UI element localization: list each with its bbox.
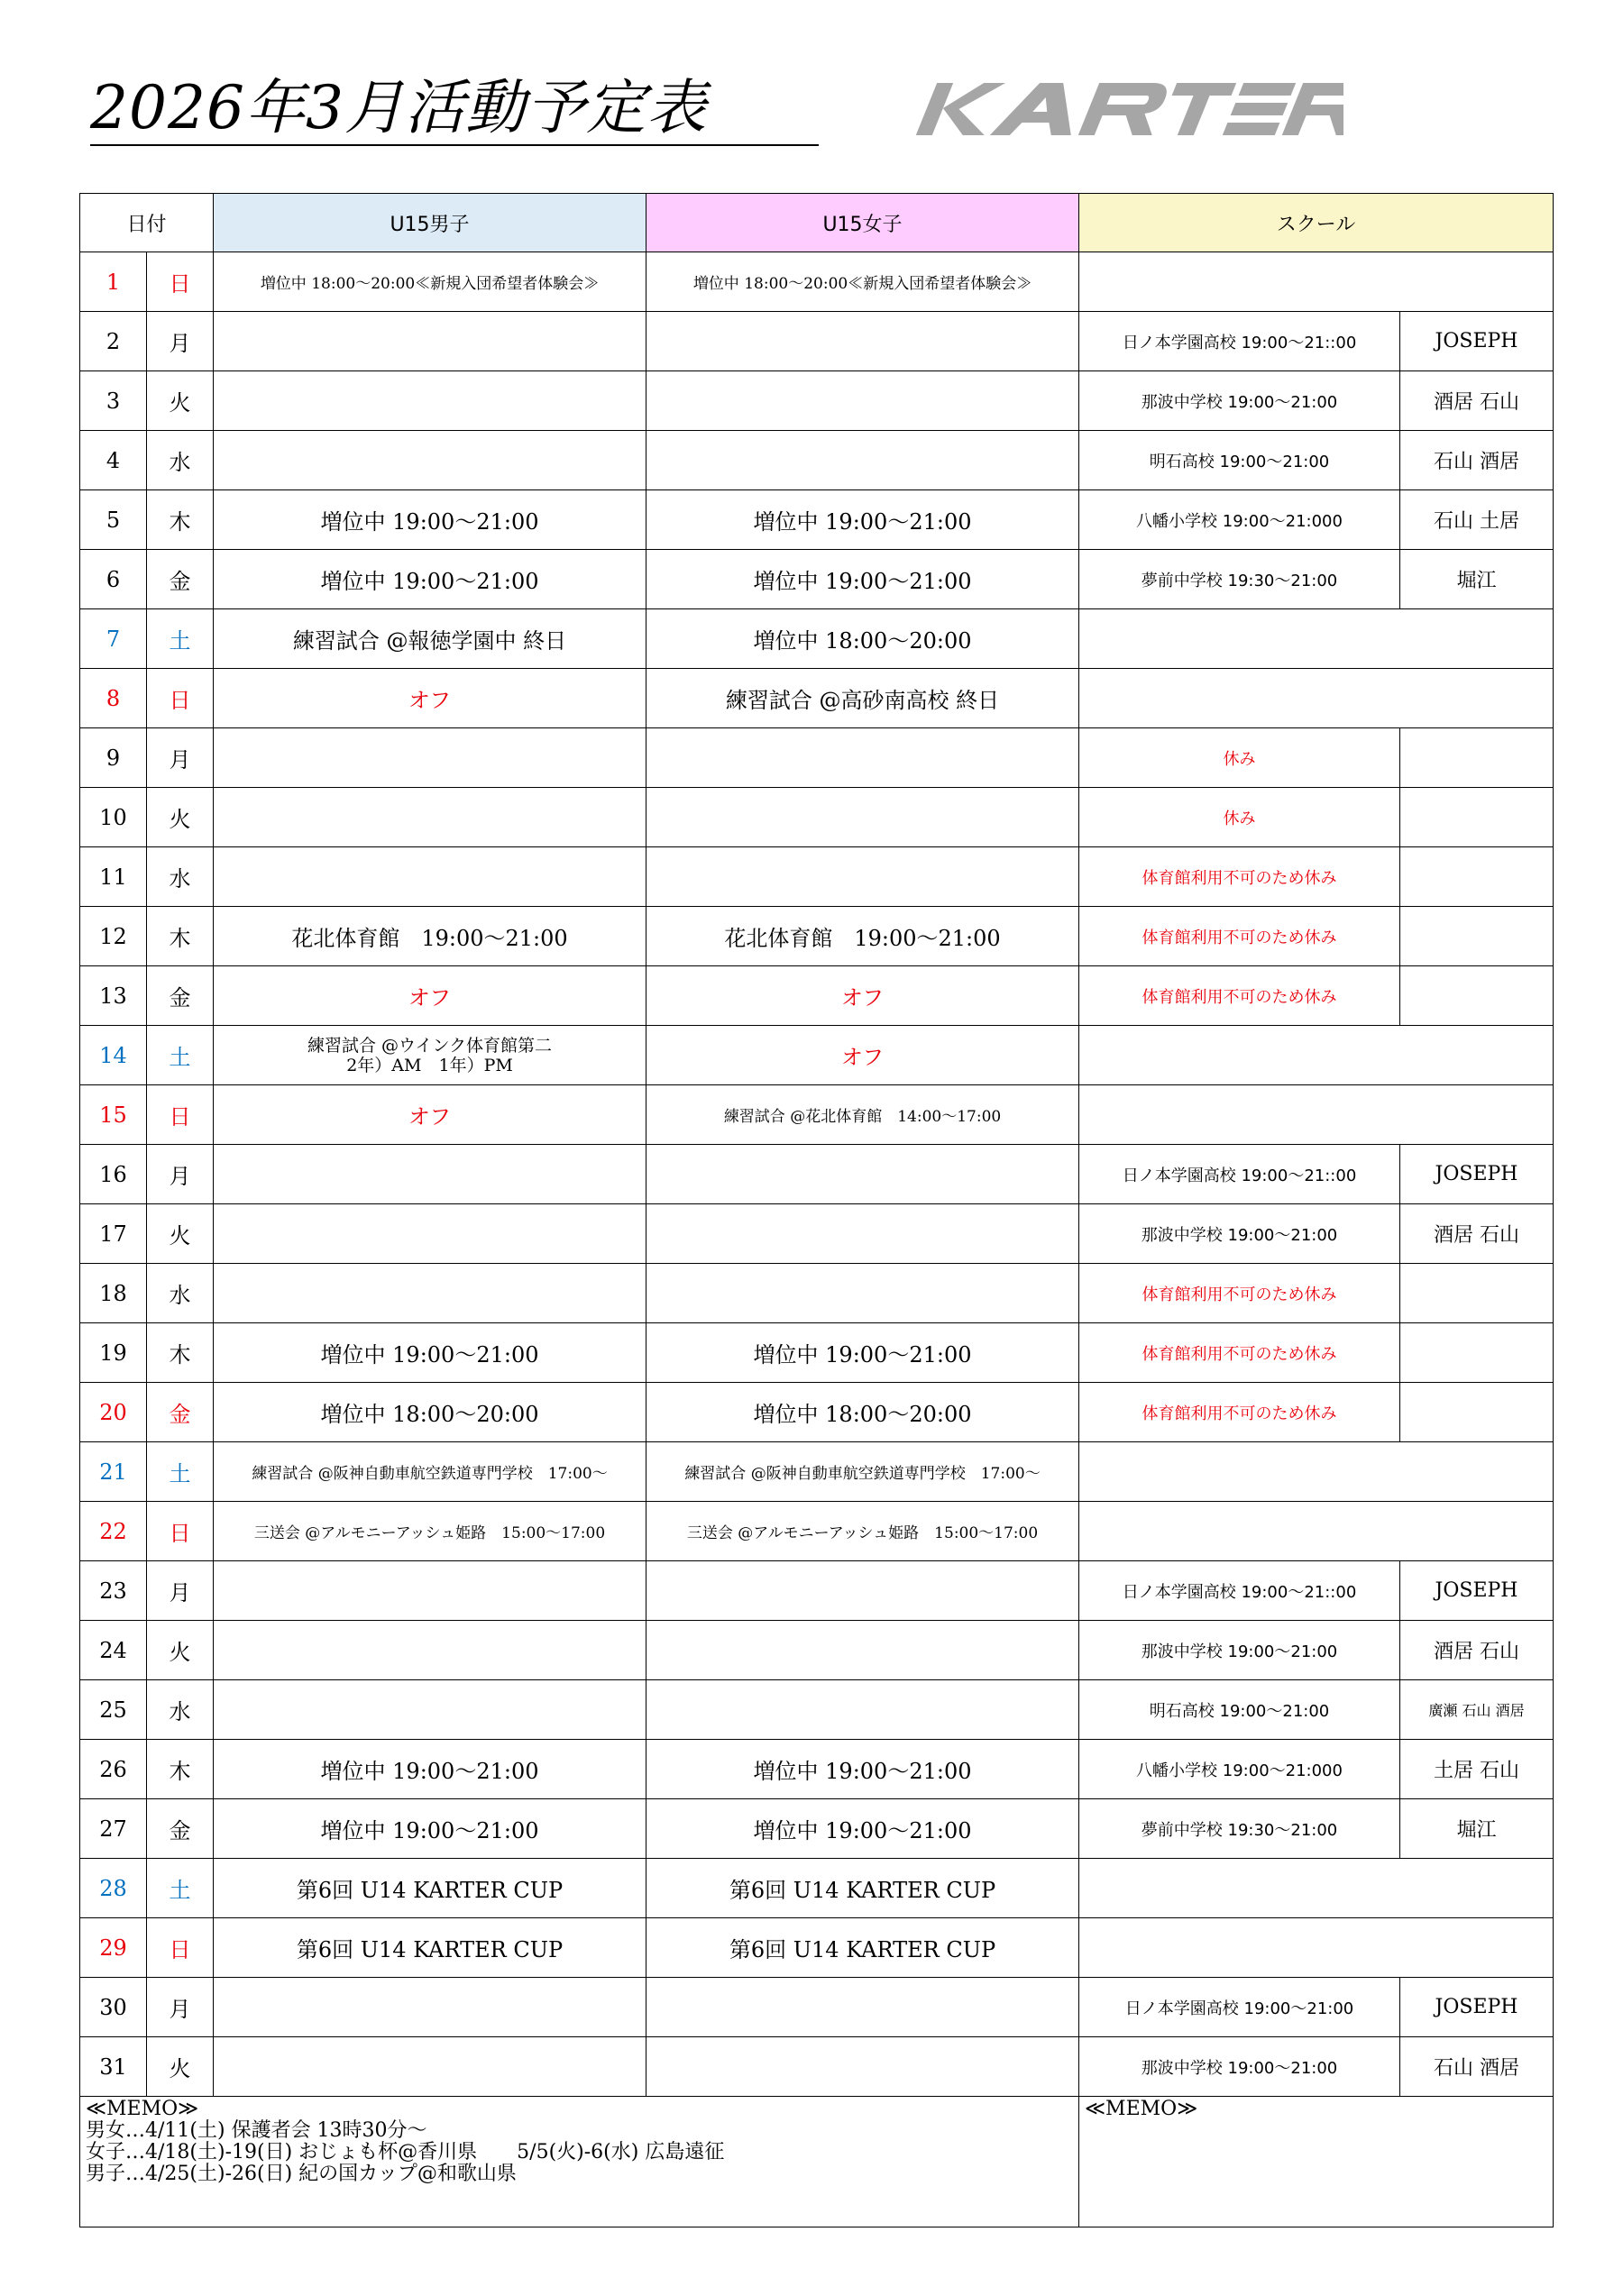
weekday-cell: 木 <box>147 1323 214 1383</box>
day-number-cell: 28 <box>80 1859 147 1918</box>
table-row <box>80 1264 1554 1323</box>
day-number-cell: 11 <box>80 847 147 907</box>
school-cell <box>1079 1026 1554 1085</box>
table-row <box>80 1918 1554 1978</box>
coach-cell: 堀江 <box>1400 1799 1554 1859</box>
day-number-cell: 1 <box>80 252 147 312</box>
table-row <box>80 1502 1554 1561</box>
u15-girls-cell <box>646 1145 1079 1204</box>
weekday-cell: 土 <box>147 609 214 669</box>
coach-cell <box>1400 788 1554 847</box>
day-number-cell: 31 <box>80 2037 147 2097</box>
coach-cell: 石山 酒居 <box>1400 2037 1554 2097</box>
school-cell: 日ノ本学園高校 19:00～21::00 <box>1079 312 1400 371</box>
weekday-cell: 金 <box>147 1799 214 1859</box>
day-number-cell: 17 <box>80 1204 147 1264</box>
u15-boys-cell <box>214 1145 646 1204</box>
u15-girls-cell <box>646 1264 1079 1323</box>
school-cell: 日ノ本学園高校 19:00～21:00 <box>1079 1978 1400 2037</box>
table-row <box>80 609 1554 669</box>
u15-boys-cell: 増位中 19:00～21:00 <box>214 1323 646 1383</box>
day-number-cell: 26 <box>80 1740 147 1799</box>
day-number-cell: 8 <box>80 669 147 728</box>
school-cell: 休み <box>1079 728 1400 788</box>
u15-girls-cell: オフ <box>646 1026 1079 1085</box>
memo-right <box>1079 2097 1554 2227</box>
school-cell: 明石高校 19:00～21:00 <box>1079 431 1400 490</box>
day-number-cell: 4 <box>80 431 147 490</box>
school-cell: 那波中学校 19:00～21:00 <box>1079 371 1400 431</box>
header-u15-boys: U15男子 <box>214 194 646 252</box>
u15-boys-cell: 練習試合 @ウインク体育館第二 2年）AM 1年）PM <box>214 1026 646 1085</box>
table-row <box>80 966 1554 1026</box>
u15-boys-cell <box>214 1680 646 1740</box>
u15-boys-cell <box>214 847 646 907</box>
coach-cell: 石山 土居 <box>1400 490 1554 550</box>
header-row <box>80 194 1554 252</box>
u15-girls-cell <box>646 1621 1079 1680</box>
table-row <box>80 252 1554 312</box>
school-cell: 体育館利用不可のため休み <box>1079 966 1400 1026</box>
weekday-cell: 日 <box>147 1085 214 1145</box>
weekday-cell: 月 <box>147 1978 214 2037</box>
school-cell: 八幡小学校 19:00～21:000 <box>1079 1740 1400 1799</box>
u15-boys-cell: 増位中 18:00～20:00≪新規入団希望者体験会≫ <box>214 252 646 312</box>
weekday-cell: 火 <box>147 2037 214 2097</box>
table-row <box>80 371 1554 431</box>
school-cell: 明石高校 19:00～21:00 <box>1079 1680 1400 1740</box>
coach-cell: JOSEPH <box>1400 1145 1554 1204</box>
logo-text: KARTER <box>902 81 906 82</box>
school-cell: 体育館利用不可のため休み <box>1079 1323 1400 1383</box>
day-number-cell: 9 <box>80 728 147 788</box>
u15-boys-cell: オフ <box>214 1085 646 1145</box>
page-title: 2026年3月活動予定表 <box>90 72 819 146</box>
table-row <box>80 2037 1554 2097</box>
u15-girls-cell: 増位中 19:00～21:00 <box>646 1740 1079 1799</box>
u15-boys-cell: 練習試合 @阪神自動車航空鉄道専門学校 17:00～ <box>214 1442 646 1502</box>
table-row <box>80 1442 1554 1502</box>
day-number-cell: 16 <box>80 1145 147 1204</box>
u15-girls-cell: 練習試合 @高砂南高校 終日 <box>646 669 1079 728</box>
school-cell: 日ノ本学園高校 19:00～21::00 <box>1079 1561 1400 1621</box>
u15-boys-cell <box>214 1561 646 1621</box>
memo-line: 女子…4/18(土)-19(日) おじょも杯@香川県 5/5(火)-6(水) 広島遠征 <box>86 2141 725 2163</box>
header-date: 日付 <box>80 194 214 252</box>
day-number-cell: 7 <box>80 609 147 669</box>
weekday-cell: 火 <box>147 1204 214 1264</box>
weekday-cell: 金 <box>147 550 214 609</box>
day-number-cell: 13 <box>80 966 147 1026</box>
school-cell: 那波中学校 19:00～21:00 <box>1079 1621 1400 1680</box>
memo-row <box>80 2097 1554 2227</box>
u15-boys-cell: 増位中 18:00～20:00 <box>214 1383 646 1442</box>
u15-girls-cell: 花北体育館 19:00～21:00 <box>646 907 1079 966</box>
school-cell: 夢前中学校 19:30～21:00 <box>1079 550 1400 609</box>
coach-cell <box>1400 728 1554 788</box>
table-row <box>80 550 1554 609</box>
u15-girls-cell <box>646 371 1079 431</box>
u15-girls-cell: 第6回 U14 KARTER CUP <box>646 1918 1079 1978</box>
weekday-cell: 木 <box>147 907 214 966</box>
school-cell: 休み <box>1079 788 1400 847</box>
u15-boys-cell: 第6回 U14 KARTER CUP <box>214 1859 646 1918</box>
table-row <box>80 1621 1554 1680</box>
coach-cell <box>1400 1383 1554 1442</box>
school-cell: 八幡小学校 19:00～21:000 <box>1079 490 1400 550</box>
memo-right-heading: ≪MEMO≫ <box>1085 2098 1198 2120</box>
memo-line: 男子…4/25(土)-26(日) 紀の国カップ@和歌山県 <box>86 2163 517 2185</box>
day-number-cell: 18 <box>80 1264 147 1323</box>
day-number-cell: 6 <box>80 550 147 609</box>
day-number-cell: 24 <box>80 1621 147 1680</box>
u15-boys-cell: 増位中 19:00～21:00 <box>214 550 646 609</box>
table-row <box>80 728 1554 788</box>
school-cell: 体育館利用不可のため休み <box>1079 1383 1400 1442</box>
day-number-cell: 22 <box>80 1502 147 1561</box>
coach-cell: 酒居 石山 <box>1400 371 1554 431</box>
table-row <box>80 1799 1554 1859</box>
u15-girls-cell <box>646 431 1079 490</box>
u15-girls-cell: 増位中 19:00～21:00 <box>646 550 1079 609</box>
table-row <box>80 669 1554 728</box>
u15-boys-cell <box>214 312 646 371</box>
school-cell <box>1079 1918 1554 1978</box>
school-cell <box>1079 1502 1554 1561</box>
weekday-cell: 火 <box>147 371 214 431</box>
u15-girls-cell <box>646 1978 1079 2037</box>
day-number-cell: 15 <box>80 1085 147 1145</box>
school-cell <box>1079 609 1554 669</box>
weekday-cell: 金 <box>147 966 214 1026</box>
coach-cell: 石山 酒居 <box>1400 431 1554 490</box>
coach-cell: JOSEPH <box>1400 1978 1554 2037</box>
weekday-cell: 日 <box>147 252 214 312</box>
u15-boys-cell <box>214 2037 646 2097</box>
coach-cell <box>1400 966 1554 1026</box>
weekday-cell: 水 <box>147 1680 214 1740</box>
coach-cell: JOSEPH <box>1400 1561 1554 1621</box>
memo-left <box>80 2097 1079 2227</box>
u15-boys-cell: 増位中 19:00～21:00 <box>214 1740 646 1799</box>
table-row <box>80 1323 1554 1383</box>
weekday-cell: 木 <box>147 1740 214 1799</box>
table-row <box>80 1859 1554 1918</box>
day-number-cell: 19 <box>80 1323 147 1383</box>
u15-boys-cell <box>214 1264 646 1323</box>
u15-boys-cell: 三送会 @アルモニーアッシュ姫路 15:00～17:00 <box>214 1502 646 1561</box>
u15-boys-cell <box>214 1621 646 1680</box>
memo-left-heading: ≪MEMO≫ <box>86 2098 199 2120</box>
table-row <box>80 1978 1554 2037</box>
weekday-cell: 火 <box>147 1621 214 1680</box>
weekday-cell: 土 <box>147 1859 214 1918</box>
day-number-cell: 10 <box>80 788 147 847</box>
table-row <box>80 1740 1554 1799</box>
coach-cell <box>1400 847 1554 907</box>
schedule-body <box>80 252 1554 2097</box>
coach-cell <box>1400 1323 1554 1383</box>
u15-girls-cell: 増位中 19:00～21:00 <box>646 1799 1079 1859</box>
u15-boys-cell <box>214 1978 646 2037</box>
header-school: スクール <box>1079 194 1554 252</box>
table-row <box>80 1680 1554 1740</box>
day-number-cell: 3 <box>80 371 147 431</box>
day-number-cell: 27 <box>80 1799 147 1859</box>
u15-girls-cell: 第6回 U14 KARTER CUP <box>646 1859 1079 1918</box>
u15-boys-cell: オフ <box>214 669 646 728</box>
school-cell: 体育館利用不可のため休み <box>1079 847 1400 907</box>
u15-girls-cell: 増位中 19:00～21:00 <box>646 1323 1079 1383</box>
u15-girls-cell <box>646 2037 1079 2097</box>
u15-boys-cell: 増位中 19:00～21:00 <box>214 490 646 550</box>
table-row <box>80 1145 1554 1204</box>
weekday-cell: 月 <box>147 1145 214 1204</box>
table-row <box>80 431 1554 490</box>
weekday-cell: 水 <box>147 431 214 490</box>
header-u15-girls: U15女子 <box>646 194 1079 252</box>
weekday-cell: 土 <box>147 1442 214 1502</box>
weekday-cell: 水 <box>147 847 214 907</box>
coach-cell: 酒居 石山 <box>1400 1621 1554 1680</box>
school-cell: 体育館利用不可のため休み <box>1079 907 1400 966</box>
u15-boys-cell: オフ <box>214 966 646 1026</box>
day-number-cell: 21 <box>80 1442 147 1502</box>
coach-cell: 廣瀬 石山 酒居 <box>1400 1680 1554 1740</box>
day-number-cell: 2 <box>80 312 147 371</box>
u15-boys-cell <box>214 1204 646 1264</box>
table-row <box>80 788 1554 847</box>
weekday-cell: 月 <box>147 312 214 371</box>
u15-boys-cell <box>214 371 646 431</box>
table-row <box>80 490 1554 550</box>
weekday-cell: 日 <box>147 1918 214 1978</box>
coach-cell <box>1400 907 1554 966</box>
u15-boys-cell <box>214 431 646 490</box>
coach-cell <box>1400 1264 1554 1323</box>
day-number-cell: 23 <box>80 1561 147 1621</box>
u15-girls-cell <box>646 312 1079 371</box>
day-number-cell: 12 <box>80 907 147 966</box>
weekday-cell: 木 <box>147 490 214 550</box>
weekday-cell: 金 <box>147 1383 214 1442</box>
table-row <box>80 1383 1554 1442</box>
table-row <box>80 312 1554 371</box>
u15-boys-cell: 練習試合 @報徳学園中 終日 <box>214 609 646 669</box>
karter-logo <box>902 81 1343 137</box>
school-cell: 夢前中学校 19:30～21:00 <box>1079 1799 1400 1859</box>
u15-girls-cell: オフ <box>646 966 1079 1026</box>
school-cell <box>1079 1085 1554 1145</box>
u15-girls-cell: 増位中 18:00～20:00 <box>646 609 1079 669</box>
u15-boys-cell: 第6回 U14 KARTER CUP <box>214 1918 646 1978</box>
u15-girls-cell: 練習試合 @花北体育館 14:00～17:00 <box>646 1085 1079 1145</box>
u15-girls-cell: 練習試合 @阪神自動車航空鉄道専門学校 17:00～ <box>646 1442 1079 1502</box>
school-cell: 体育館利用不可のため休み <box>1079 1264 1400 1323</box>
table-row <box>80 1085 1554 1145</box>
u15-girls-cell: 増位中 18:00～20:00 <box>646 1383 1079 1442</box>
table-row <box>80 907 1554 966</box>
weekday-cell: 火 <box>147 788 214 847</box>
school-cell <box>1079 252 1554 312</box>
school-cell <box>1079 1859 1554 1918</box>
u15-boys-cell: 増位中 19:00～21:00 <box>214 1799 646 1859</box>
weekday-cell: 土 <box>147 1026 214 1085</box>
school-cell: 那波中学校 19:00～21:00 <box>1079 2037 1400 2097</box>
coach-cell: JOSEPH <box>1400 312 1554 371</box>
coach-cell: 土居 石山 <box>1400 1740 1554 1799</box>
day-number-cell: 20 <box>80 1383 147 1442</box>
table-row <box>80 1561 1554 1621</box>
memo-line: 男女…4/11(土) 保護者会 13時30分～ <box>86 2119 427 2142</box>
u15-girls-cell <box>646 788 1079 847</box>
u15-girls-cell <box>646 728 1079 788</box>
u15-boys-cell: 花北体育館 19:00～21:00 <box>214 907 646 966</box>
day-number-cell: 5 <box>80 490 147 550</box>
weekday-cell: 月 <box>147 728 214 788</box>
weekday-cell: 日 <box>147 1502 214 1561</box>
school-cell <box>1079 1442 1554 1502</box>
coach-cell: 酒居 石山 <box>1400 1204 1554 1264</box>
u15-girls-cell: 増位中 18:00～20:00≪新規入団希望者体験会≫ <box>646 252 1079 312</box>
u15-girls-cell <box>646 1680 1079 1740</box>
u15-boys-cell <box>214 788 646 847</box>
table-row <box>80 847 1554 907</box>
day-number-cell: 14 <box>80 1026 147 1085</box>
table-row <box>80 1026 1554 1085</box>
weekday-cell: 日 <box>147 669 214 728</box>
weekday-cell: 水 <box>147 1264 214 1323</box>
schedule-table <box>79 193 1554 2227</box>
coach-cell: 堀江 <box>1400 550 1554 609</box>
school-cell: 日ノ本学園高校 19:00～21::00 <box>1079 1145 1400 1204</box>
u15-girls-cell: 三送会 @アルモニーアッシュ姫路 15:00～17:00 <box>646 1502 1079 1561</box>
school-cell: 那波中学校 19:00～21:00 <box>1079 1204 1400 1264</box>
u15-girls-cell: 増位中 19:00～21:00 <box>646 490 1079 550</box>
weekday-cell: 月 <box>147 1561 214 1621</box>
u15-girls-cell <box>646 847 1079 907</box>
day-number-cell: 25 <box>80 1680 147 1740</box>
table-row <box>80 1204 1554 1264</box>
day-number-cell: 29 <box>80 1918 147 1978</box>
u15-girls-cell <box>646 1561 1079 1621</box>
school-cell <box>1079 669 1554 728</box>
u15-girls-cell <box>646 1204 1079 1264</box>
day-number-cell: 30 <box>80 1978 147 2037</box>
u15-boys-cell <box>214 728 646 788</box>
